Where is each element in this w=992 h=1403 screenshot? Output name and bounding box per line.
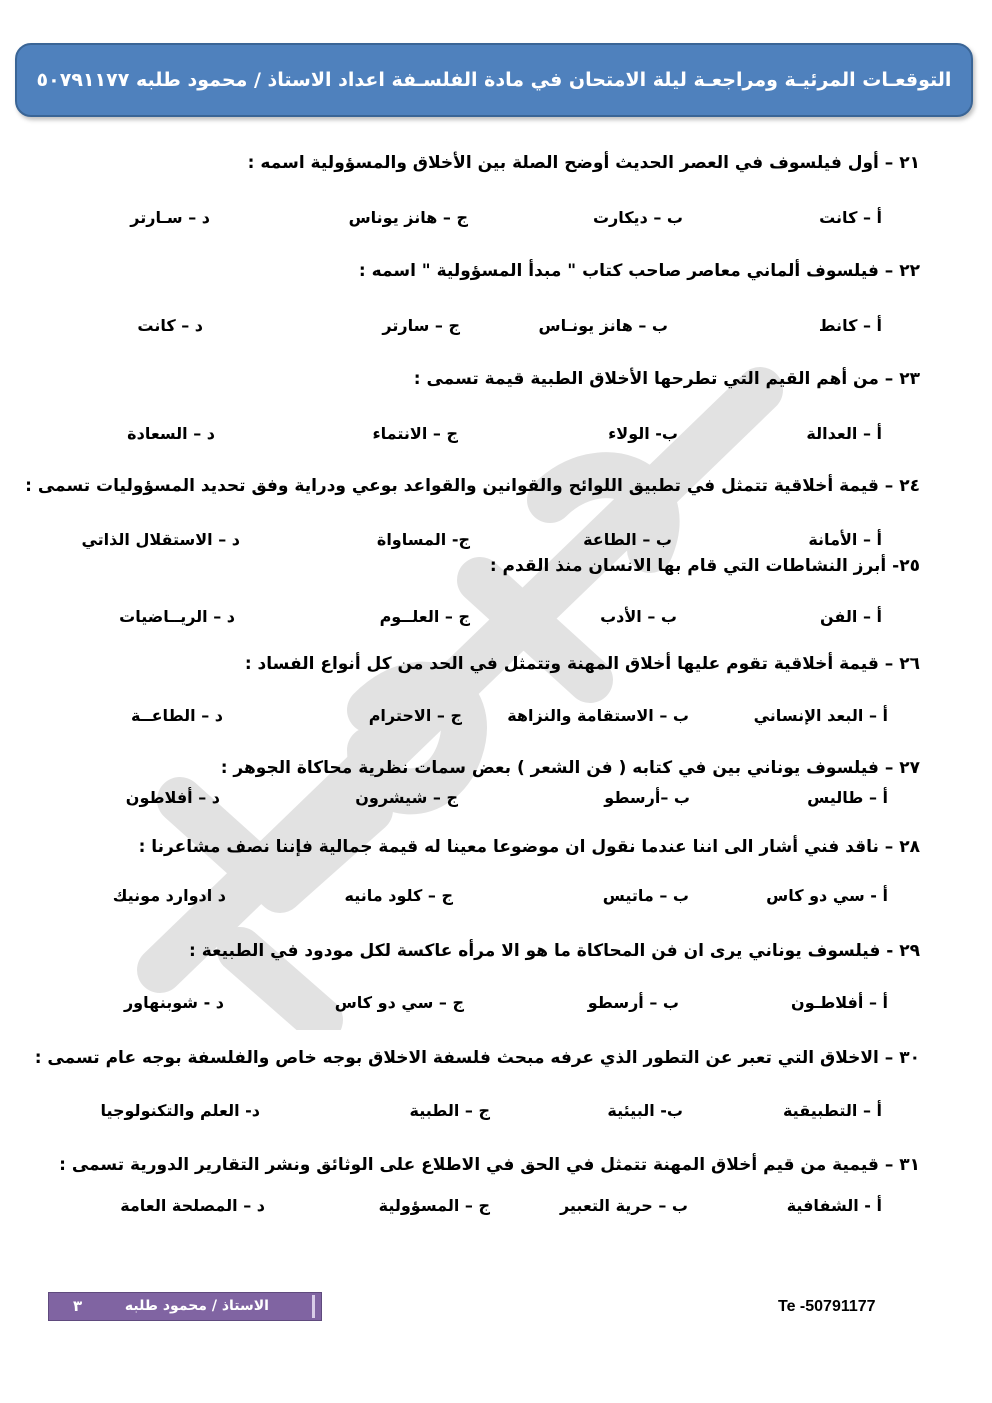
q21-option-a: أ – كانت [819,208,882,227]
q30-option-d: د- العلم والتكنولوجيا [100,1101,260,1120]
q28-option-a: أ - سي دو كاس [766,886,888,905]
q22-option-c: ج – سارتر [382,316,460,335]
question-28: ٢٨ – ناقد فني أشار الى اننا عندما نقول ان موضوعا معينا له قيمة جمالية فإننا نصف مشاعرنا : [138,837,920,857]
footer-author-name: الاستاذ / محمود طلبه [124,1298,269,1314]
question-22: ٢٢ – فيلسوف ألماني معاصر صاحب كتاب " مبدأ المسؤولية " اسمه : [358,261,920,281]
question-21: ٢١ – أول فيلسوف في العصر الحديث أوضح الصلة بين الأخلاق والمسؤولية اسمه : [247,153,920,173]
question-27: ٢٧ – فيلسوف يوناني بين في كتابه ( فن الشعر ) بعض سمات نظرية محاكاة الجوهر : [220,758,920,778]
q31-option-b: ب – حرية التعبير [559,1196,688,1215]
question-30: ٣٠ – الاخلاق التي تعبر عن التطور الذي عرفه مبحث فلسفة الاخلاق بوجه خاص والفلسفة بوجه عام تسمى : [34,1048,920,1068]
q31-option-d: د – المصلحة العامة [120,1196,265,1215]
q24-option-d: د – الاستقلال الذاتي [81,530,240,549]
q25-option-a: أ – الفن [819,607,882,626]
q23-option-a: أ – العدالة [806,424,882,443]
footer-page-number: ٣ [73,1297,83,1315]
question-24: ٢٤ – قيمة أخلاقية تتمثل في تطبيق اللوائح والقوانين والقواعد بوعي ودراية وفق تحديد المسؤوليات تسمى : [25,476,920,496]
footer-telephone: Te -50791177 [778,1298,876,1315]
q24-option-b: ب – الطاعة [583,530,672,549]
q27-option-a: أ – طاليس [807,788,888,807]
q29-option-b: ب – أرسطو [587,993,679,1012]
page-header [15,43,973,117]
footer-author-bar [48,1292,322,1321]
q23-option-c: ج – الانتماء [372,424,458,443]
q26-option-d: د – الطاعــة [130,706,223,725]
question-31: ٣١ – قيمية من قيم أخلاق المهنة تتمثل في الحق في الاطلاع على الوثائق ونشر التقارير الدورية تسمى : [59,1155,920,1175]
q22-option-b: ب – هانز يونـاس [538,316,668,335]
q31-option-c: ج – المسؤولية [378,1196,490,1215]
q26-option-b: ب – الاستقامة والنزاهة [507,706,689,725]
q30-option-a: أ – التطبيقية [782,1101,882,1120]
q28-option-b: ب – ماتيس [602,886,689,905]
footer-separator [312,1295,315,1318]
q29-option-d: د - شوبنهاور [123,993,224,1012]
question-23: ٢٣ – من أهم القيم التي تطرحها الأخلاق الطبية قيمة تسمى : [413,369,920,389]
q25-option-c: ج – العلــوم [379,607,470,626]
header-title: التوقعـات المرئيـة ومراجعـة ليلة الامتحان في مادة الفلسـفة اعداد الاستاذ / محمود طلبه ٥٠٧٩١١٧٧ [36,69,952,91]
q28-option-c: ج – كلود مانيه [344,886,453,905]
q27-option-b: ب –أرسطو [604,788,690,807]
q28-option-d: د ادوارد مونيك [112,886,226,905]
q22-option-d: د – كانت [137,316,203,335]
q23-option-d: د – السعادة [127,424,215,443]
q31-option-a: أ - الشفافية [786,1196,882,1215]
q24-option-c: ج- المساواة [376,530,470,549]
q27-option-c: ج – شيشرون [355,788,458,807]
q22-option-a: أ – كانط [818,316,882,335]
q26-option-c: ج – الاحترام [368,706,462,725]
q30-option-c: ج – الطبية [409,1101,490,1120]
question-29: ٢٩ - فيلسوف يوناني يرى ان فن المحاكاة ما هو الا مرأه عاكسة لكل مودود في الطبيعة : [188,941,920,961]
q25-option-b: ب – الأدب [600,607,677,626]
q24-option-a: أ – الأمانة [808,530,882,549]
q27-option-d: د – أفلاطون [125,788,220,807]
question-26: ٢٦ – قيمة أخلاقية تقوم عليها أخلاق المهنة وتتمثل في الحد من كل أنواع الفساد : [244,654,920,674]
q21-option-d: د – سـارتر [130,208,210,227]
question-25: ٢٥- أبرز النشاطات التي قام بها الانسان منذ القدم : [489,556,920,576]
q26-option-a: أ – البعد الإنساني [753,706,888,725]
q21-option-b: ب – ديكارت [592,208,683,227]
q29-option-c: ج – سي دو كاس [334,993,464,1012]
q29-option-a: أ – أفلاطـون [791,993,888,1012]
q23-option-b: ب- الولاء [608,424,678,443]
q25-option-d: د – الريــاضيات [119,607,235,626]
watermark-graphic [120,330,820,1030]
q21-option-c: ج – هانز يوناس [348,208,468,227]
q30-option-b: ب- البيئية [607,1101,683,1120]
